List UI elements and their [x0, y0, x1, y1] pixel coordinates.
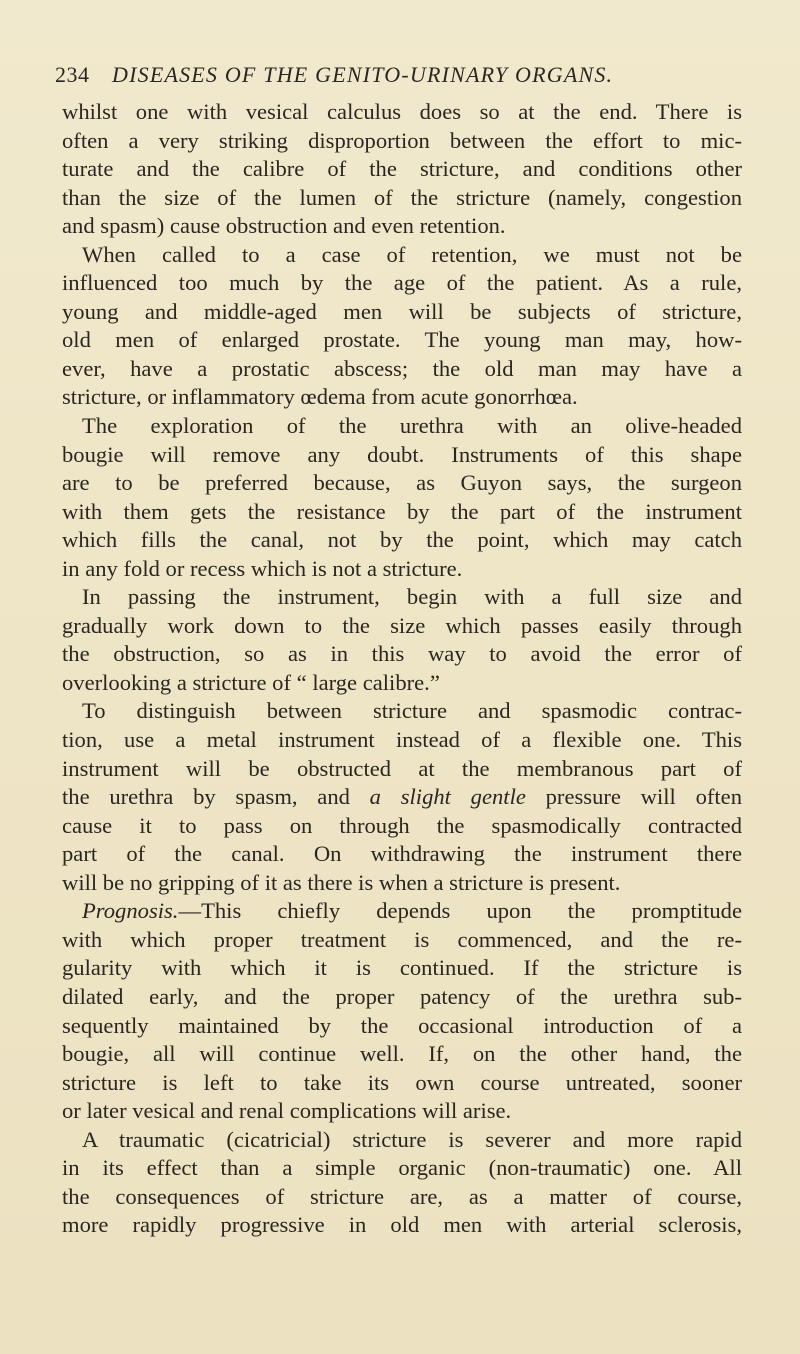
text-segment: and spasm) cause obstruction and even retention.	[62, 213, 506, 239]
text-segment: dilated early, and the proper patency of the urethra sub-	[62, 983, 742, 1009]
text-line	[62, 383, 742, 412]
text-segment: with them gets the resistance by the part of the instrument	[62, 498, 742, 524]
text-segment: whilst one with vesical calculus does so at the end. There is	[62, 99, 742, 124]
text-segment: the urethra by spasm, and	[62, 784, 370, 810]
text-line	[62, 840, 742, 869]
text-line	[62, 1183, 742, 1212]
italic-text: Prognosis.	[82, 898, 179, 924]
text-line	[62, 612, 742, 641]
text-segment: gularity with which it is continued. If the stricture is	[62, 955, 742, 981]
text-segment: bougie, all will continue well. If, on the other hand, the	[62, 1041, 742, 1067]
text-segment: bougie will remove any doubt. Instruments of this shape	[62, 441, 742, 467]
text-line	[62, 555, 742, 584]
text-line	[62, 269, 742, 298]
text-line	[62, 355, 742, 384]
text-line	[62, 1040, 742, 1069]
text-segment: pressure will often	[525, 784, 742, 810]
text-line	[62, 812, 742, 841]
text-segment: with which proper treatment is commenced, and the re-	[62, 926, 742, 952]
text-line	[62, 669, 742, 698]
text-line	[62, 897, 742, 926]
text-line	[62, 98, 742, 127]
body-text	[62, 98, 742, 1240]
text-line	[62, 783, 742, 812]
text-line	[62, 1154, 742, 1183]
text-line	[62, 640, 742, 669]
text-line	[62, 726, 742, 755]
text-segment: than the size of the lumen of the stricture (namely, congestion	[62, 184, 742, 210]
text-segment: are to be preferred because, as Guyon says, the surgeon	[62, 470, 742, 496]
text-segment: will be no gripping of it as there is when a stricture is present.	[62, 869, 621, 895]
text-segment: cause it to pass on through the spasmodically contracted	[62, 812, 742, 838]
text-segment: turate and the calibre of the stricture, and conditions other	[62, 156, 742, 182]
text-segment: young and middle-aged men will be subjects of stricture,	[62, 298, 742, 324]
text-segment: When called to a case of retention, we must not be	[82, 241, 742, 267]
text-segment: gradually work down to the size which passes easily through	[62, 612, 742, 638]
text-segment: in its effect than a simple organic (non-traumatic) one. All	[62, 1155, 742, 1181]
text-segment: —This chiefly depends upon the promptitude	[178, 898, 742, 924]
text-segment: instrument will be obstructed at the membranous part of	[62, 755, 742, 781]
text-line	[62, 1012, 742, 1041]
text-line	[62, 1126, 742, 1155]
text-segment: To distinguish between stricture and spasmodic contrac-	[82, 698, 742, 724]
text-segment: the obstruction, so as in this way to avoid the error of	[62, 641, 742, 667]
text-line	[62, 526, 742, 555]
text-segment: overlooking a stricture of “ large calibre.”	[62, 669, 440, 695]
text-segment: which fills the canal, not by the point, which may catch	[62, 527, 742, 553]
text-line	[62, 954, 742, 983]
text-line	[62, 241, 742, 270]
text-line	[62, 326, 742, 355]
text-line	[62, 755, 742, 784]
italic-text: a slight gentle	[369, 784, 526, 810]
text-line	[62, 583, 742, 612]
text-segment: often a very striking disproportion between the effort to mic-	[62, 127, 742, 153]
text-line	[62, 983, 742, 1012]
running-head	[55, 62, 745, 92]
text-line	[62, 697, 742, 726]
text-segment: influenced too much by the age of the patient. As a rule,	[62, 270, 742, 296]
text-line	[62, 498, 742, 527]
text-line	[62, 441, 742, 470]
text-segment: In passing the instrument, begin with a full size and	[82, 584, 742, 610]
text-line	[62, 412, 742, 441]
text-line	[62, 184, 742, 213]
text-line	[62, 926, 742, 955]
text-segment: ever, have a prostatic abscess; the old man may have a	[62, 355, 742, 381]
text-line	[62, 1211, 742, 1240]
text-segment: part of the canal. On withdrawing the instrument there	[62, 841, 742, 867]
running-title: DISEASES OF THE GENITO-URINARY ORGANS.	[112, 62, 614, 87]
text-segment: or later vesical and renal complications will arise.	[62, 1098, 512, 1124]
text-line	[62, 212, 742, 241]
text-line	[62, 127, 742, 156]
text-segment: tion, use a metal instrument instead of a flexible one. This	[62, 727, 742, 753]
text-line	[62, 298, 742, 327]
text-line	[62, 1097, 742, 1126]
text-segment: The exploration of the urethra with an olive-headed	[82, 413, 742, 439]
text-segment: in any fold or recess which is not a stricture.	[62, 555, 463, 581]
text-line	[62, 155, 742, 184]
text-line	[62, 869, 742, 898]
text-segment: stricture is left to take its own course untreated, sooner	[62, 1069, 742, 1095]
text-segment: more rapidly progressive in old men with arterial sclerosis,	[62, 1212, 742, 1238]
text-segment: stricture, or inflammatory œdema from acute gonorrhœa.	[62, 384, 578, 410]
text-line	[62, 469, 742, 498]
text-line	[62, 1069, 742, 1098]
text-segment: old men of enlarged prostate. The young man may, how-	[62, 327, 742, 353]
page-number: 234	[55, 62, 90, 87]
text-segment: sequently maintained by the occasional introduction of a	[62, 1012, 742, 1038]
text-segment: the consequences of stricture are, as a matter of course,	[62, 1183, 742, 1209]
text-segment: A traumatic (cicatricial) stricture is severer and more rapid	[82, 1126, 742, 1152]
